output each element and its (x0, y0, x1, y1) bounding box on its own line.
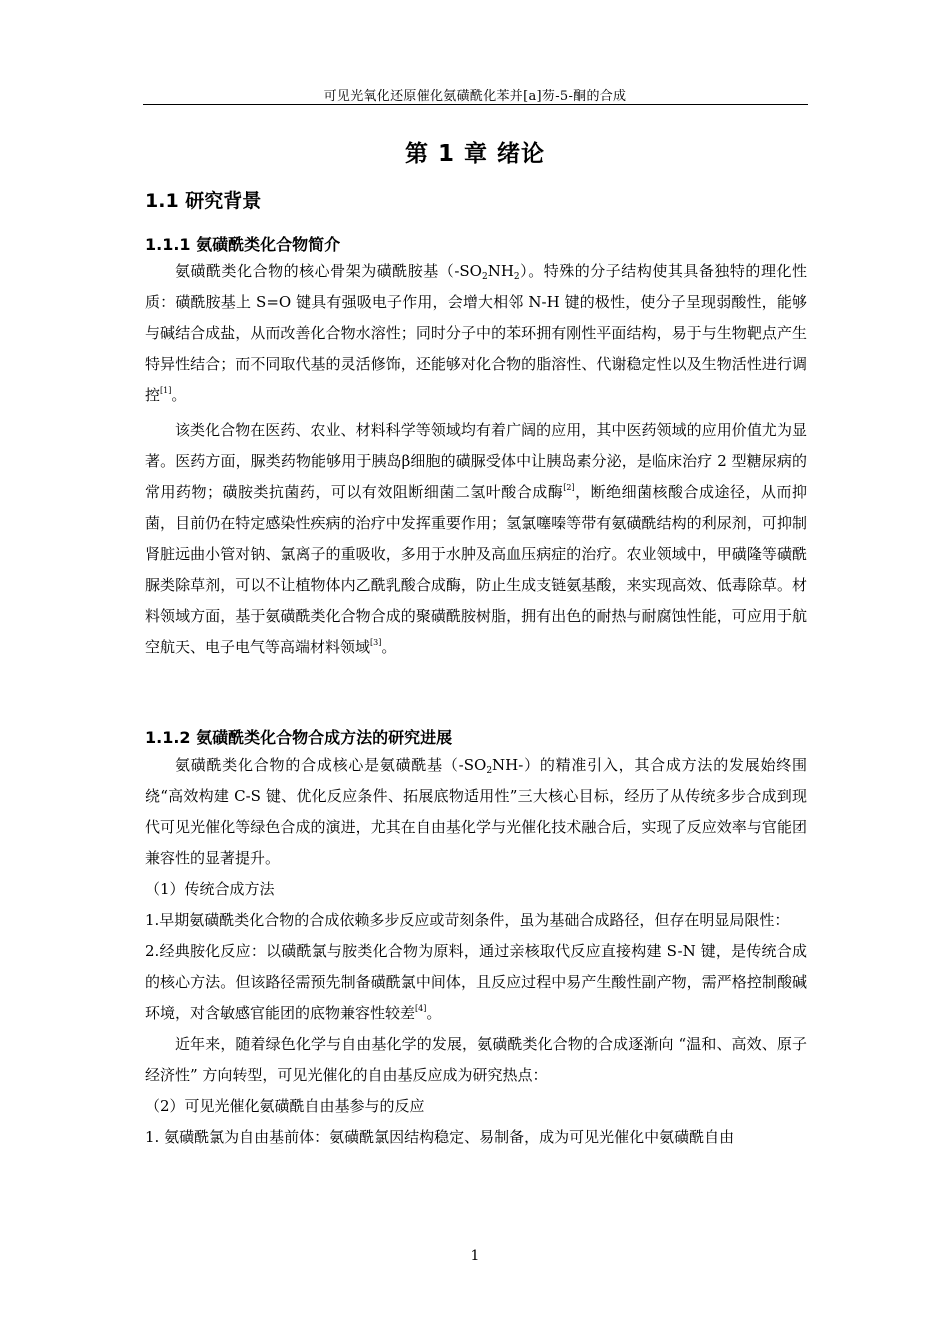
citation-ref-3[interactable]: [3] (370, 638, 382, 647)
section-heading-1-1: 1.1 研究背景 (145, 190, 262, 212)
citation-ref-1[interactable]: [1] (160, 386, 172, 395)
chapter-title: 第 1 章 绪论 (404, 141, 546, 167)
paragraph-1-1-2-b: 近年来，随着绿色化学与自由基化学的发展，氨磺酰类化合物的合成逐渐向 “温和、高效、原子经济性” 方向转型，可见光催化的自由基反应成为研究热点： (145, 1035, 807, 1084)
section-1-1-2-body (145, 750, 807, 1153)
citation-ref-2[interactable]: [2] (563, 483, 575, 492)
subscript-2: 2 (481, 272, 488, 282)
section-heading-1-1-2: 1.1.2 氨磺酰类化合物合成方法的研究进展 (145, 728, 453, 747)
paragraph-1-1-1-b: 该类化合物在医药、农业、材料科学等领域均有着广阔的应用，其中医药领域的应用价值尤为显著。医药方面，脲类药物能够用于胰岛β细胞的磺脲受体中让胰岛素分泌，是临床治疗 2 型糖尿病的常用药物；磺胺类抗菌药，可以有效阻断细菌二氢叶酸合成酶[2]，断绝细菌核酸合成途径，从而抑菌，目前仍在特定感染性疾病的治疗中发挥重要作用；氢氯噻嗪等带有氨磺酰结构的利尿剂，可抑制肾脏远曲小管对钠、氯离子的重吸收，多用于水肿及高血压病症的治疗。农业领域中，甲磺隆等磺酰脲类除草剂，可以不让植物体内乙酰乳酸合成酶，防止生成支链氨基酸，来实现高效、低毒除草。材料领域方面，基于氨磺酰类化合物合成的聚磺酰胺树脂，拥有出色的耐热与耐腐蚀性能，可应用于航空航天、电子电气等高端材料领域[3]。 (145, 421, 807, 656)
section-1-1-1-body (145, 256, 807, 663)
list-label-visible-light-catalysis: （2）可见光催化氨磺酰自由基参与的反应 (145, 1097, 425, 1115)
list-item-1-2: 2.经典胺化反应：以磺酰氯与胺类化合物为原料，通过亲核取代反应直接构建 S-N 键，是传统合成的核心方法。但该路径需预先制备磺酰氯中间体，且反应过程中易产生酸性副产物，需严格控制酸碱环境，对含敏感官能团的底物兼容性较差[4]。 (145, 942, 807, 1022)
subscript-2: 2 (513, 272, 520, 282)
citation-ref-4[interactable]: [4] (415, 1004, 427, 1013)
subscript-2: 2 (486, 766, 493, 776)
list-item-2-1: 1. 氨磺酰氯为自由基前体：氨磺酰氯因结构稳定、易制备，成为可见光催化中氨磺酰自由 (145, 1128, 735, 1146)
list-label-traditional-methods: （1）传统合成方法 (145, 880, 275, 898)
paragraph-1-1-1-a: 氨磺酰类化合物的核心骨架为磺酰胺基$(-SO_2NH_2)$。特殊的分子结构使其具备独特的理化性质：磺酰胺基上 S=O 键具有强吸电子作用，会增大相邻 N-H 键的极性，使分子呈现弱酸性，能够与碱结合成盐，从而改善化合物水溶性；同时分子中的苯环拥有刚性平面结构，易于与生物靶点产生特异性结合；而不同取代基的灵活修饰，还能够对化合物的脂溶性、代谢稳定性以及生物活性进行调控[1]。 (145, 262, 807, 404)
running-header: 可见光氧化还原催化氨磺酰化苯并[a]芴-5-酮的合成 (323, 89, 627, 104)
header-rule (143, 104, 808, 105)
paragraph-1-1-2-a: 氨磺酰类化合物的合成核心是氨磺酰基$(-SO_2NH-)$的精准引入，其合成方法的发展始终围绕“高效构建 C-S 键、优化反应条件、拓展底物适用性”三大核心目标，经历了从传统多步合成到现代可见光催化等绿色合成的演进，尤其在自由基化学与光催化技术融合后，实现了反应效率与官能团兼容性的显著提升。 (145, 756, 807, 867)
list-item-1-1: 1.早期氨磺酰类化合物的合成依赖多步反应或苛刻条件，虽为基础合成路径，但存在明显局限性： (145, 911, 790, 929)
section-heading-1-1-1: 1.1.1 氨磺酰类化合物简介 (145, 235, 341, 254)
page-number: 1 (470, 1248, 480, 1264)
